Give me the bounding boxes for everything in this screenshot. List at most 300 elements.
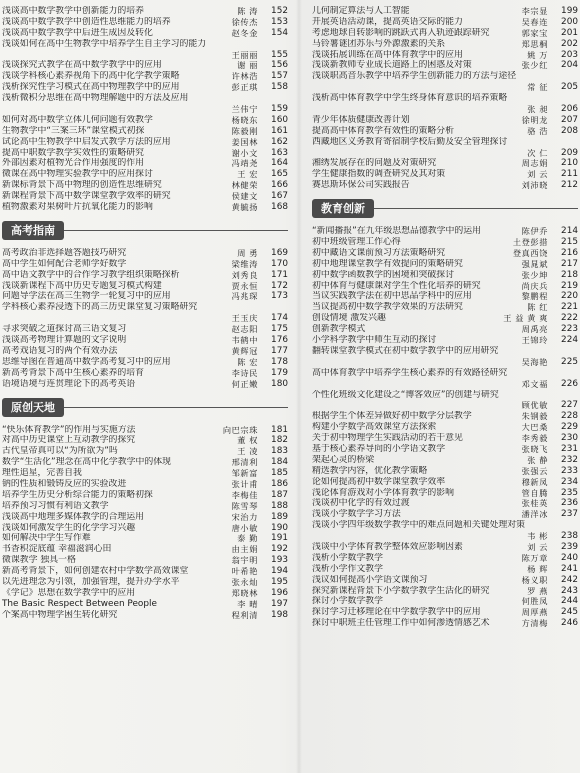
toc-entry-page-number: 215 [561,237,578,248]
toc-entry-title: 生物教学中“三案三环”课堂模式初探 [2,125,145,136]
toc-entry [2,28,288,39]
toc-entry-title: 几何制定算法与人工智能 [312,6,410,16]
toc-entry [2,39,288,50]
toc-entry [2,248,288,259]
toc-entry [312,248,578,259]
toc-entry [312,553,578,564]
toc-entry-page-number: 234 [561,476,578,487]
toc-entry [312,455,578,466]
toc-entry-author: 彭正琪 [231,82,258,93]
toc-entry-author: 王 益 黄 爽 [503,313,548,324]
toc-entry-author: 唐小敏 [231,522,258,533]
toc-entry [312,357,578,368]
toc-entry-page-number: 202 [561,38,578,49]
toc-entry-title: 创设情境 激发兴趣 [312,313,386,324]
toc-entry-author: 次 仁 [527,147,548,158]
toc-entry-author: 穆新凤 [521,476,548,487]
toc-entry-title: 关于初中物理学生实践活动的若干意见 [312,433,463,444]
toc-entry-page-number: 196 [271,587,288,598]
toc-entry-author: 强晁斌 [521,258,548,269]
toc-entry-page-number: 194 [271,566,288,577]
toc-entry-title: 高中体育教学中培养学生核心素养的有效路径研究 [312,367,508,378]
toc-entry-author: 方清梅 [521,618,548,629]
toc-entry-page-number: 201 [561,27,578,38]
toc-entry-title: 考虑地球自转影响的跳跃式再入轨迹跟踪研究 [312,27,490,38]
toc-entry-page-number: 188 [271,500,288,511]
section-header-jiaoyu [312,199,578,218]
toc-entry [312,60,578,71]
toc-entry-title: 西藏地区义务教育寄宿制学校后勤及安全管理探讨 [312,136,508,147]
toc-entry [312,379,578,390]
toc-entry [312,488,578,499]
toc-entry [2,357,288,368]
toc-entry-title: 微课在高中物理实验教学中的应用探讨 [2,169,153,180]
toc-entry [312,422,578,433]
toc-entry-page-number: 163 [271,147,288,158]
toc-entry-author: 刘 云 [527,541,548,552]
toc-entry-title: 探究新课程背景下小学数学教学生活化的研究 [312,585,490,596]
toc-entry-page-number: 224 [561,335,578,346]
toc-entry-title: 小学科学教学中师生互动的探讨 [312,335,437,346]
toc-entry-author: 李诗民 [231,367,258,378]
section-header-gaokao [2,221,288,240]
toc-entry [312,368,578,379]
toc-entry [2,60,288,71]
toc-entry-page-number: 212 [561,180,578,191]
toc-entry-page-number: 165 [271,169,288,180]
toc-entry-author: 吴春连 [521,16,548,27]
toc-entry-page-number: 178 [271,356,288,367]
book-spine-gutter [296,0,302,773]
toc-entry [2,169,288,180]
toc-entry-page-number: 161 [271,125,288,136]
toc-entry-title: 翻转课堂教学模式在初中数学教学中的应用研究 [312,345,499,356]
toc-entry [2,468,288,479]
toc-entry-page-number: 227 [561,400,578,411]
toc-entry-author: 由主娟 [231,544,258,555]
toc-entry-page-number: 168 [271,202,288,213]
toc-entry-title: 提高高中体育教学有效性的策略分析 [312,125,454,136]
toc-entry-title: 初中体育与健康课对学生个性化培养的研究 [312,280,481,291]
toc-entry-author: 李宗显 [521,6,548,16]
toc-entry [2,446,288,457]
toc-entry-page-number: 175 [271,324,288,335]
toc-entry [312,270,578,281]
toc-entry [312,575,578,586]
toc-entry-title: 新高考背景下，如何创建农村中学数学高效课堂 [2,566,189,577]
toc-entry-page-number: 179 [271,367,288,378]
toc-entry-author: 周 勇 [237,247,258,258]
toc-entry-author: 张少坤 [521,269,548,280]
toc-entry-title: 浅析探究性学习模式在高中物理教学中的应用 [2,82,180,93]
toc-entry-author: 陈雪琴 [231,500,258,511]
toc-entry [2,71,288,82]
toc-entry-title: 当议实践教学法在初中思品学科中的应用 [312,291,472,302]
toc-entry-author: 张 昶 [527,104,548,115]
toc-entry-title: 浅谈小学数学学习方法 [312,509,401,520]
toc-entry-page-number: 222 [561,313,578,324]
toc-entry-page-number: 164 [271,158,288,169]
toc-entry-page-number: 240 [561,552,578,563]
toc-entry-author: 周志娟 [521,158,548,169]
toc-entry-title: 湘绣发展存在的问题及对策研究 [312,158,437,169]
toc-entry [2,379,288,390]
toc-entry-author: 姜国林 [231,136,258,147]
toc-entry-author: 陈 红 [527,302,548,313]
toc-entry [2,126,288,137]
toc-entry-author: 李梅佳 [231,489,258,500]
toc-list-jiaoyu [312,226,578,629]
toc-entry [312,564,578,575]
toc-entry-title: 初中数学函数教学的困境和突破探讨 [312,269,454,280]
toc-entry-page-number: 199 [561,6,578,16]
toc-entry-page-number: 182 [271,435,288,446]
toc-entry-page-number: 173 [271,291,288,302]
toc-entry [2,490,288,501]
toc-entry-title: 浅谈新教师专业成长道路上的困惑及对策 [312,60,472,71]
toc-entry-author: 杨义职 [521,574,548,585]
toc-entry [312,39,578,50]
toc-entry [312,531,578,542]
toc-entry-page-number: 236 [561,498,578,509]
toc-entry [2,50,288,61]
toc-entry-author: 郑思桐 [521,38,548,49]
toc-entry-page-number: 245 [561,607,578,618]
toc-entry-author: 侯建文 [231,191,258,202]
toc-entry [312,520,578,531]
toc-entry-title: 培养预习习惯有利语文教学 [2,500,109,511]
toc-entry-author: 向巴宗珠 [222,424,258,435]
toc-entry-title: 当议提高初中数学教学效果的方法研究 [312,302,463,313]
toc-entry-page-number: 159 [271,104,288,115]
toc-entry [2,435,288,446]
toc-entry [312,596,578,607]
toc-entry [2,555,288,566]
toc-entry-title: 创新教学模式 [312,324,366,335]
toc-entry-page-number: 162 [271,136,288,147]
toc-entry [312,291,578,302]
toc-entry-author: 徐传杰 [231,16,258,27]
toc-entry-author: 黎鹏程 [521,291,548,302]
toc-entry-author: 骆 浩 [527,125,548,136]
toc-entry-page-number: 189 [271,511,288,522]
toc-entry [2,17,288,28]
toc-entry-page-number: 210 [561,158,578,169]
toc-entry-author: 郭家宝 [521,27,548,38]
toc-entry-author: 董 权 [237,435,258,446]
toc-entry [2,324,288,335]
toc-entry [2,335,288,346]
toc-entry-page-number: 166 [271,180,288,191]
toc-entry [2,599,288,610]
toc-entry-page-number: 206 [561,104,578,115]
toc-entry [312,586,578,597]
toc-entry-page-number: 171 [271,269,288,280]
toc-entry-author: 王丽丽 [231,49,258,60]
toc-entry [2,202,288,213]
toc-entry-page-number: 231 [561,443,578,454]
toc-entry-title: 马铃薯谜团苏乐与外源激素的关系 [312,38,446,49]
toc-entry-author: 韦鹤中 [231,335,258,346]
toc-entry-author: 潘洋冰 [521,509,548,520]
toc-entry [2,291,288,302]
toc-entry-author: 郑晓林 [231,587,258,598]
toc-entry-title: 学科核心素养浸透下的高三历史课堂复习策略研究 [2,302,198,313]
toc-entry [312,477,578,488]
toc-entry-page-number: 160 [271,114,288,125]
toc-entry-title: 微课教学 独具一格 [2,555,76,566]
toc-entry-title: 浅谈中小学体育教学整体效应影响因素 [312,541,463,552]
toc-entry-title: 对高中历史课堂上互动教学的探究 [2,435,136,446]
toc-entry-title: 钠的性质和锻铸反应的实验改进 [2,478,127,489]
toc-entry-author: 兰伟宁 [231,104,258,115]
toc-entry-page-number: 152 [271,6,288,16]
toc-entry-author: 张永灿 [231,576,258,587]
toc-entry-author: 陈 涛 [237,6,258,16]
toc-entry-title: 浅谈高中数学教学中后进生成因及转化 [2,27,153,38]
toc-list-right-top [312,6,578,191]
toc-entry-author: 李秀毅 [521,433,548,444]
toc-entry-author: 张少红 [521,60,548,71]
toc-entry-title: 浅谈高中数学教学中创造性思维能力的培养 [2,16,171,27]
toc-entry-page-number: 180 [271,378,288,389]
toc-entry-title: 浅谈职高音乐教学中培养学生创新能力的方法与途径 [312,71,517,82]
toc-entry-author: 张强云 [521,465,548,476]
toc-entry [2,180,288,191]
toc-entry-page-number: 209 [561,147,578,158]
toc-entry-page-number: 246 [561,618,578,629]
toc-entry-title: “新闻播报”在九年级思想品德教学中的运用 [312,226,481,237]
toc-entry [2,82,288,93]
section-title: 原创天地 [2,398,64,417]
toc-entry-title: 精选教学内容，优化教学策略 [312,465,428,476]
toc-entry [2,368,288,379]
toc-entry [312,618,578,629]
toc-entry [312,28,578,39]
toc-entry [312,607,578,618]
toc-entry-title: “快乐体育教学”的作用与实施方法 [2,424,136,435]
toc-entry-page-number: 241 [561,563,578,574]
toc-entry [312,302,578,313]
toc-entry [312,324,578,335]
toc-entry-title: 初中地理课堂教学有效提问的策略研究 [312,258,463,269]
toc-entry [312,17,578,28]
toc-entry-title: 语境语境与连贯理论下的高考英语 [2,378,136,389]
toc-entry [312,466,578,477]
toc-entry-author: 赵志阳 [231,324,258,335]
toc-entry-author: 常 征 [527,82,548,93]
toc-entry-title: 探讨中职班主任管理工作中如何渗透情感艺术 [312,618,490,629]
toc-entry-author: 姚 万 [527,49,548,60]
toc-entry [312,281,578,292]
toc-entry-page-number: 177 [271,345,288,356]
toc-entry-author: 罗 燕 [527,585,548,596]
toc-entry-page-number: 214 [561,226,578,237]
toc-entry-page-number: 157 [271,71,288,82]
toc-entry-author: 宋治力 [231,511,258,522]
toc-entry [2,158,288,169]
toc-entry [2,512,288,523]
toc-entry-title: 新课程背景下高中数学课堂教学效率的研究 [2,191,171,202]
section-title: 高考指南 [2,221,64,240]
toc-entry-title: 浅析微积分思维在高中物理解题中的方法及应用 [2,93,189,104]
toc-entry [312,50,578,61]
toc-entry-title: 初中藏语文课前预习方法策略研究 [312,247,446,258]
toc-entry-title: 浅析小学数学教学 [312,552,383,563]
toc-entry-page-number: 198 [271,609,288,620]
toc-entry-page-number: 153 [271,16,288,27]
toc-entry-title: 高中语文教学中的合作学习教学组织策略探析 [2,269,180,280]
toc-entry [312,158,578,169]
toc-entry-author: 王锦玲 [521,335,548,346]
toc-entry-page-number: 226 [561,378,578,389]
toc-entry-title: 寻求突破之道探讨高三语文复习 [2,324,127,335]
toc-entry-title: 浅谈如何在高中生物教学中培养学生自主学习的能力 [2,38,207,49]
toc-entry-title: 赛思斯环保公司实践报告 [312,180,410,191]
toc-entry [2,577,288,588]
toc-entry [312,82,578,93]
toc-entry [312,542,578,553]
toc-entry-page-number: 244 [561,596,578,607]
toc-entry [2,610,288,621]
toc-entry [312,180,578,191]
toc-entry-author: 何正嫩 [231,378,258,389]
toc-entry-author: 王 宏 [237,169,258,180]
toc-entry-author: 吴海艳 [521,356,548,367]
toc-entry-page-number: 174 [271,313,288,324]
toc-entry-page-number: 167 [271,191,288,202]
toc-entry [312,390,578,401]
toc-entry-title: 个案高中物理学困生转化研究 [2,609,118,620]
toc-entry-author: 刘 云 [527,169,548,180]
toc-entry-title: 问题导学法在高三生物学一轮复习中的应用 [2,291,171,302]
toc-entry-author: 韦 彬 [527,531,548,542]
toc-entry-title: 浅析高中体育教学中学生终身体育意识的培养策略 [312,93,508,104]
toc-entry-author: 翁宇明 [231,555,258,566]
toc-entry-title: 浅议如何提高小学语文课预习 [312,574,428,585]
toc-entry-title: 试论高中生物教学中启发式教学方法的应用 [2,136,171,147]
toc-entry-page-number: 181 [271,424,288,435]
toc-entry-page-number: 235 [561,487,578,498]
toc-entry-author: 陈伊乔 [521,226,548,237]
toc-entry [312,433,578,444]
toc-entry-author: 顾优敏 [521,400,548,411]
toc-entry-title: 古代皇帝真可以“为所欲为”吗 [2,446,118,457]
toc-entry-title: 浅谈高中地理多媒体教学的合理运用 [2,511,144,522]
toc-entry [2,588,288,599]
toc-entry-page-number: 172 [271,280,288,291]
toc-entry [2,479,288,490]
toc-entry-title: 如何解决中学生写作难 [2,533,91,544]
toc-entry [2,115,288,126]
toc-entry [2,346,288,357]
toc-entry-title: 《学记》思想在数学教学中的应用 [2,587,136,598]
toc-entry [2,566,288,577]
toc-entry-author: 管自腾 [521,487,548,498]
toc-entry-title: 思维导图在普通高中数学高考复习中的应用 [2,356,171,367]
toc-entry-author: 张桂英 [521,498,548,509]
toc-entry-author: 谢小文 [231,147,258,158]
toc-entry-title: 根据学生个体差异做好初中数学分层教学 [312,411,472,422]
toc-entry-title: 浅谈学科核心素养视角下的高中化学教学策略 [2,71,180,82]
toc-entry-page-number: 154 [271,27,288,38]
toc-entry-author: 梁维涛 [231,258,258,269]
toc-entry-title: 浅析小学作文教学 [312,563,383,574]
toc-entry-title: 高中学生如何配合老师学好数学 [2,258,127,269]
toc-entry-title: 浅论体育游戏对小学体育教学的影响 [312,487,454,498]
toc-entry-page-number: 156 [271,60,288,71]
toc-entry [312,444,578,455]
toc-entry [2,137,288,148]
toc-list-yuanchuang [2,425,288,621]
toc-entry-author: 程利清 [231,609,258,620]
toc-entry [2,313,288,324]
toc-entry-title: 高考戏语复习的两个有效办法 [2,345,118,356]
toc-entry-author: 陈万章 [521,552,548,563]
toc-entry [2,457,288,468]
toc-entry-author: 周厚燕 [521,607,548,618]
toc-entry-page-number: 169 [271,247,288,258]
toc-entry-page-number: 187 [271,489,288,500]
toc-entry [2,302,288,313]
toc-entry-title: 探讨学习迁移理论在中学数学教学中的应用 [312,607,481,618]
toc-entry-author: 林健荣 [231,180,258,191]
toc-entry-page-number: 197 [271,598,288,609]
toc-entry-title: 浅谈高中数学教学中创新能力的培养 [2,6,144,16]
toc-entry-page-number: 200 [561,16,578,27]
toc-entry-author: 刘秀良 [231,269,258,280]
toc-entry-title: 浅谈小学四年级数学教学中的难点问题和关键处理对策 [312,520,525,531]
toc-entry-author: 黄辉冠 [231,345,258,356]
toc-entry-page-number: 203 [561,49,578,60]
toc-entry-title: 架起心灵的桥梁 [312,454,375,465]
toc-entry-author: 土登彭措 [512,237,548,248]
toc-entry [2,270,288,281]
toc-entry [312,169,578,180]
toc-entry-page-number: 223 [561,324,578,335]
toc-entry-title: 以先进理念为引领，加强管理，提升办学水平 [2,576,180,587]
toc-entry-author: 尚庆兵 [521,280,548,291]
toc-entry-page-number: 220 [561,291,578,302]
toc-entry [2,93,288,104]
right-column [312,6,578,629]
toc-entry-page-number: 191 [271,533,288,544]
toc-entry-page-number: 216 [561,247,578,258]
toc-entry-author: 冯兆琛 [231,291,258,302]
toc-entry-page-number: 237 [561,509,578,520]
toc-entry-author: 登真西饶 [512,247,548,258]
toc-entry [2,259,288,270]
toc-entry-page-number: 208 [561,125,578,136]
toc-entry-author: 大巴桑 [521,422,548,433]
toc-entry-page-number: 228 [561,411,578,422]
toc-entry [2,191,288,202]
toc-entry [312,115,578,126]
toc-entry [2,501,288,512]
toc-entry-page-number: 207 [561,114,578,125]
toc-entry-title: 理性追星，完善自我 [2,468,82,479]
toc-entry-page-number: 239 [561,541,578,552]
left-column [2,6,288,621]
toc-entry-page-number: 176 [271,335,288,346]
toc-entry-page-number: 243 [561,585,578,596]
toc-entry-page-number: 195 [271,576,288,587]
toc-entry-page-number: 225 [561,356,578,367]
toc-entry-author: 何胜凤 [521,596,548,607]
toc-entry-title: 数学“生活化”理念在高中化学教学中的体现 [2,457,171,468]
toc-entry-page-number: 229 [561,422,578,433]
toc-entry-author: 赵冬金 [231,27,258,38]
